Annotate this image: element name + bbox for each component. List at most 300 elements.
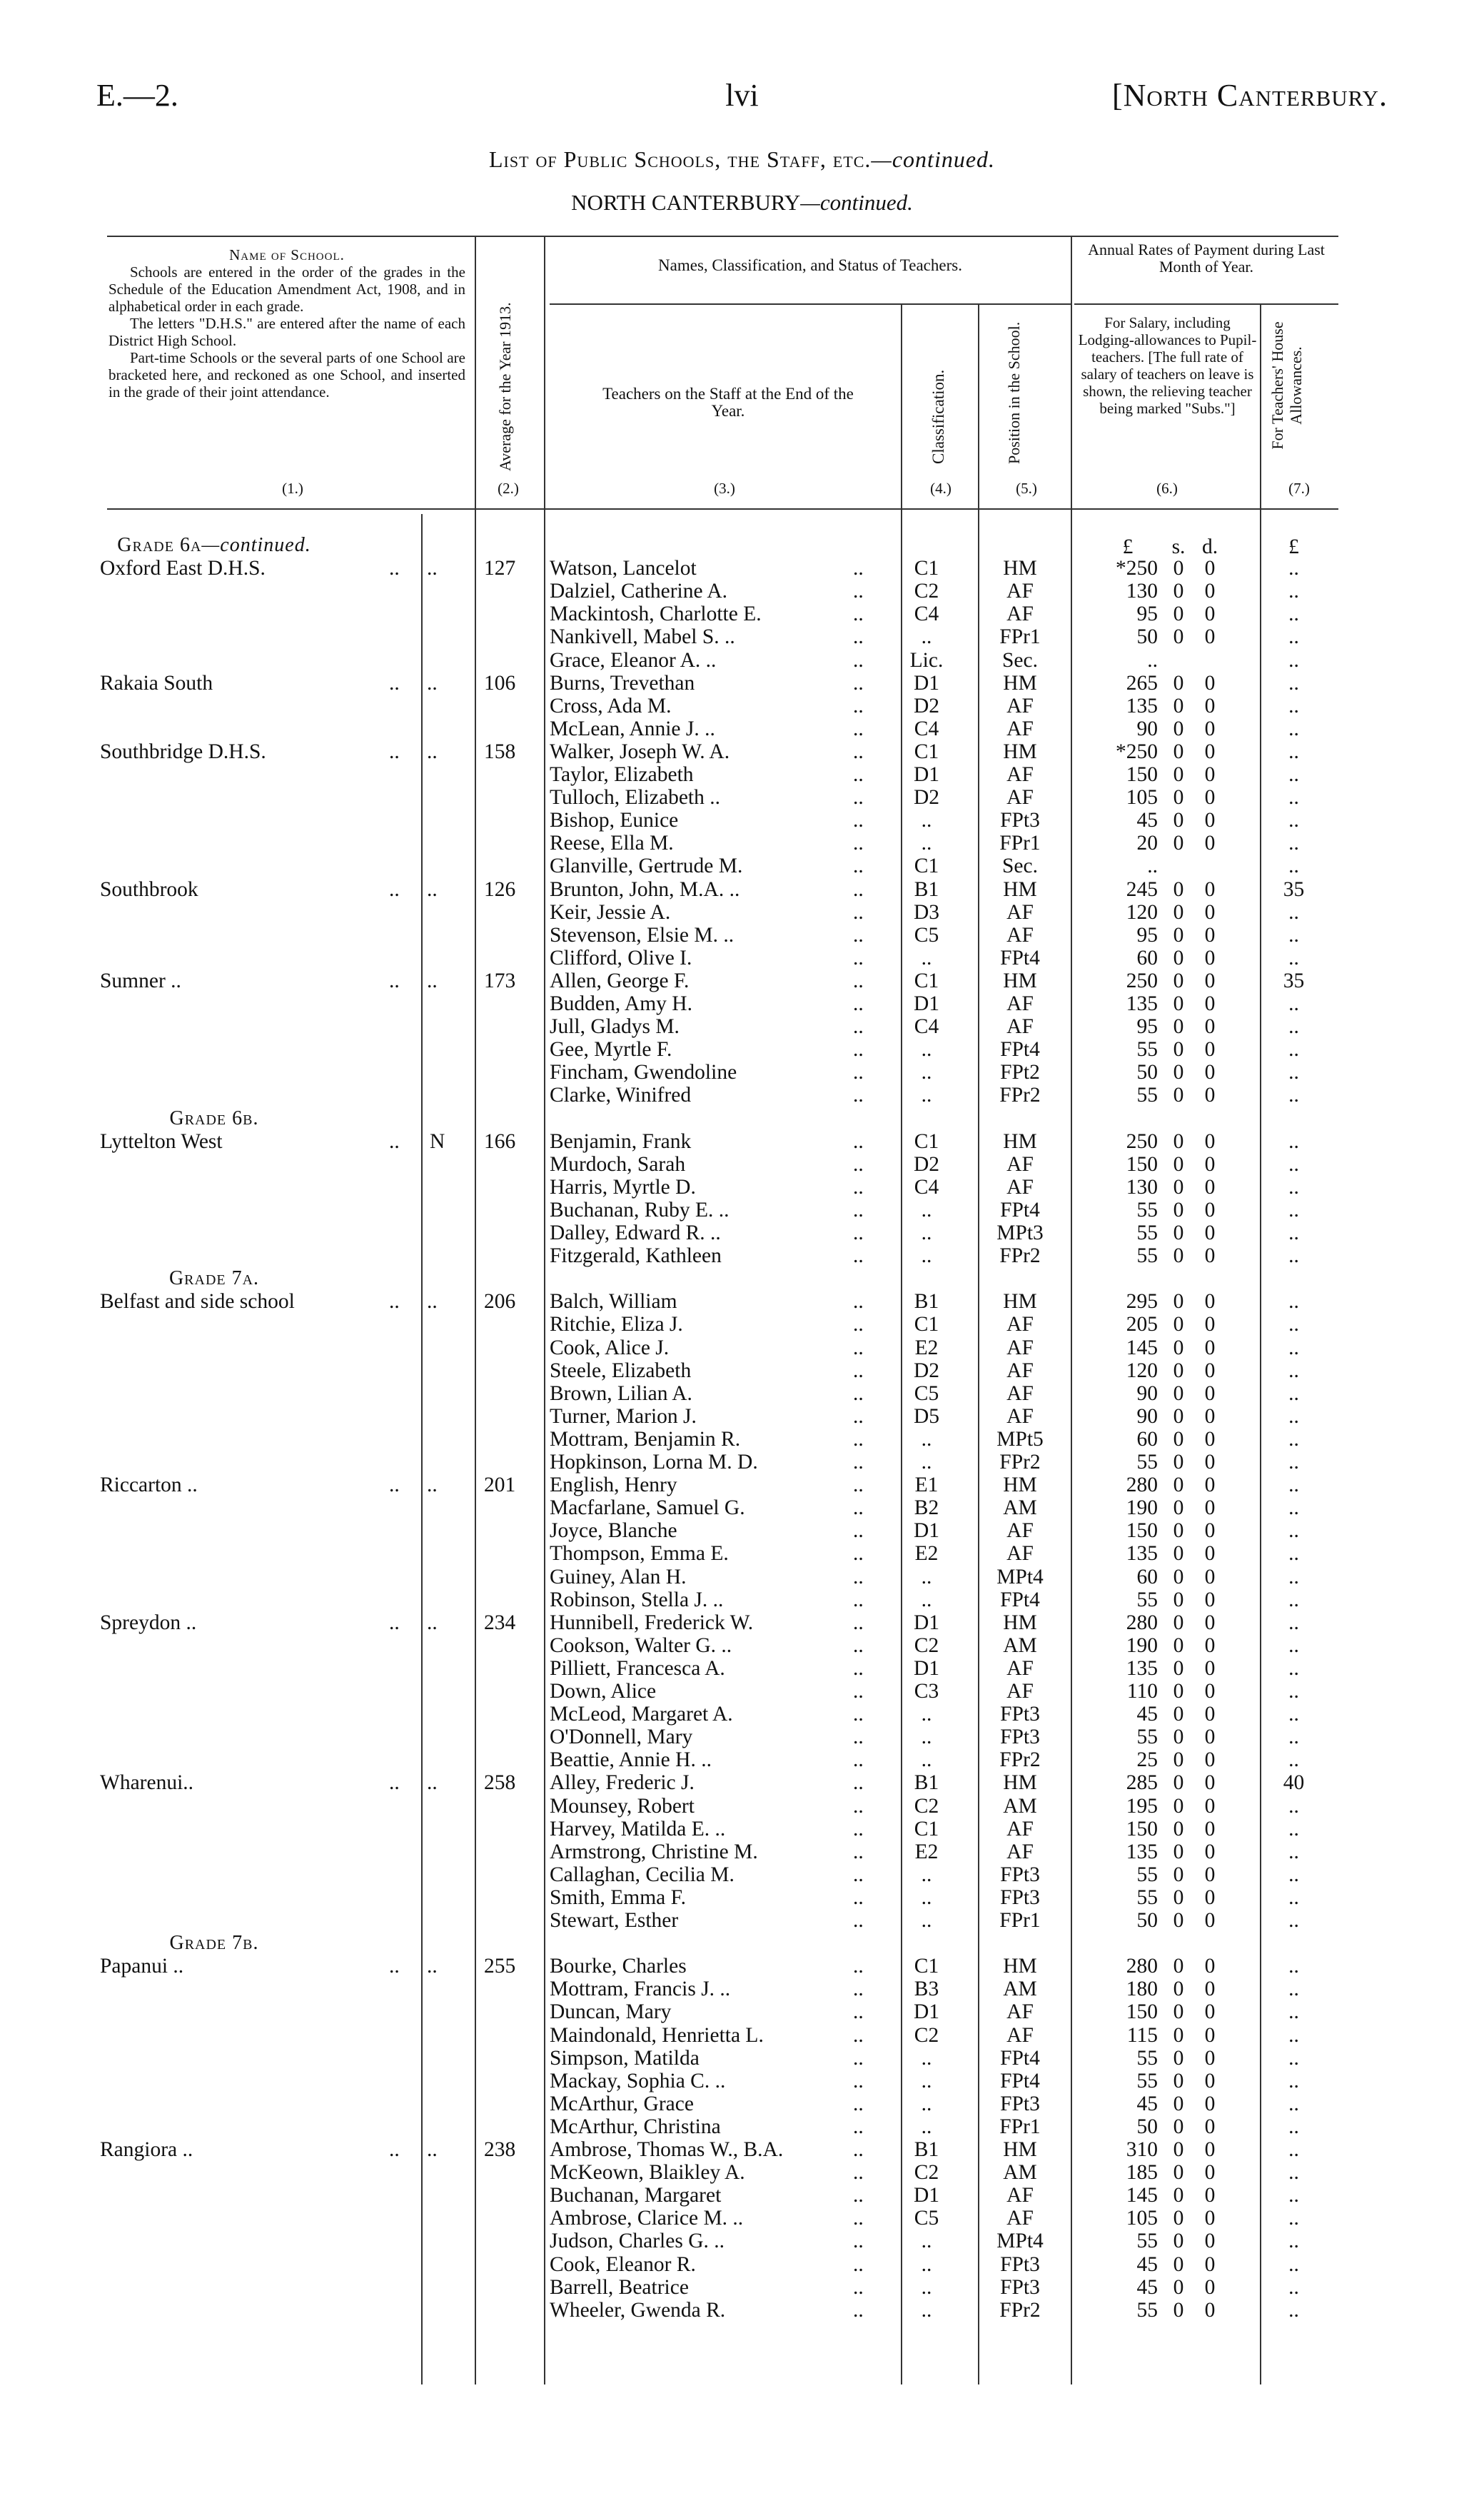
salary-pounds: .. <box>1147 649 1158 672</box>
salary-shillings: 0 <box>1173 992 1184 1015</box>
house-allowance: .. <box>1288 992 1299 1015</box>
salary-pence: 0 <box>1204 1680 1216 1703</box>
leader-dots: .. <box>389 970 400 992</box>
leader-dots: .. <box>853 1496 864 1519</box>
n-marker: N <box>430 1130 445 1153</box>
table-row <box>0 2115 1484 2138</box>
position: HM <box>1003 672 1037 695</box>
salary-shillings: 0 <box>1173 2115 1184 2138</box>
salary-pence: 0 <box>1204 1176 1216 1199</box>
house-allowance: .. <box>1288 1748 1299 1771</box>
classification: D5 <box>913 1405 940 1428</box>
school-name: Southbrook <box>100 878 198 901</box>
leader-dots: .. <box>853 901 864 924</box>
classification: C1 <box>914 1130 939 1153</box>
classification: .. <box>921 2093 932 2115</box>
pound-header: £ <box>1122 535 1134 558</box>
table-row <box>0 1863 1484 1886</box>
region-heading: [North Canterbury. <box>1111 78 1388 113</box>
grade-heading <box>0 1267 428 1290</box>
school-name: Lyttelton West <box>100 1130 223 1153</box>
average-attendance: 127 <box>484 557 516 580</box>
average-attendance: 106 <box>484 672 516 695</box>
salary-pence: 0 <box>1204 992 1216 1015</box>
table-row <box>0 1611 1484 1634</box>
house-allowance: .. <box>1288 1519 1299 1542</box>
teacher-name: Clarke, Winifred <box>550 1084 692 1107</box>
teacher-name: Cross, Ada M. <box>550 695 672 717</box>
leader-dots: .. <box>853 1176 864 1199</box>
leader-dots: .. <box>853 2276 864 2299</box>
classification: E2 <box>914 1336 939 1359</box>
salary-shillings: 0 <box>1173 2138 1184 2161</box>
salary-shillings: 0 <box>1173 740 1184 763</box>
table-row <box>0 763 1484 786</box>
position: AF <box>1006 924 1034 947</box>
salary-pence: 0 <box>1204 1588 1216 1611</box>
col5-number: (5.) <box>1016 480 1037 497</box>
salary-pounds: 90 <box>1136 1405 1158 1428</box>
col4-header: Classification. <box>929 369 947 464</box>
house-allowance: .. <box>1288 1909 1299 1932</box>
position: HM <box>1003 970 1037 992</box>
table-row <box>0 1978 1484 2000</box>
table-row <box>0 2024 1484 2047</box>
salary-pence: 0 <box>1204 1886 1216 1909</box>
salary-shillings: 0 <box>1173 970 1184 992</box>
salary-shillings: 0 <box>1173 1542 1184 1565</box>
leader-dots: .. <box>853 1542 864 1565</box>
table-row <box>0 1084 1484 1107</box>
leader-dots: .. <box>853 1084 864 1107</box>
house-allowance: .. <box>1288 1886 1299 1909</box>
salary-shillings: 0 <box>1173 786 1184 809</box>
salary-pounds: 50 <box>1136 1909 1158 1932</box>
teacher-name: Murdoch, Sarah <box>550 1153 686 1176</box>
table-row <box>0 1519 1484 1542</box>
table-row <box>0 2047 1484 2070</box>
teacher-name: Clifford, Olive I. <box>550 947 692 970</box>
salary-pence: 0 <box>1204 1955 1216 1978</box>
salary-pence: 0 <box>1204 1336 1216 1359</box>
position: HM <box>1003 740 1037 763</box>
shilling-header: s. <box>1171 535 1186 558</box>
salary-pence: 0 <box>1204 1382 1216 1405</box>
leader-dots: .. <box>853 1680 864 1703</box>
leader-dots: .. <box>853 1336 864 1359</box>
table-row <box>0 1451 1484 1474</box>
classification: C5 <box>914 1382 939 1405</box>
salary-shillings: 0 <box>1173 625 1184 648</box>
table-row <box>0 1244 1484 1267</box>
classification: .. <box>921 1199 932 1222</box>
teacher-name: Ambrose, Clarice M. .. <box>550 2207 744 2230</box>
table-row <box>0 1359 1484 1382</box>
table-row <box>0 1313 1484 1336</box>
leader-dots: .. <box>389 740 400 763</box>
salary-pounds: 245 <box>1126 878 1158 901</box>
classification: E2 <box>914 1840 939 1863</box>
position: FPt2 <box>1000 1061 1040 1084</box>
teacher-name: McLeod, Margaret A. <box>550 1703 733 1726</box>
col7-header: For Teachers' House Allowances. <box>1268 321 1305 450</box>
salary-pounds: 55 <box>1136 1038 1158 1061</box>
salary-pounds: 280 <box>1126 1474 1158 1496</box>
salary-pence: 0 <box>1204 1703 1216 1726</box>
salary-pounds: 310 <box>1126 2138 1158 2161</box>
teacher-name: Dalley, Edward R. .. <box>550 1222 721 1244</box>
salary-pounds: 145 <box>1126 2184 1158 2207</box>
salary-pence: 0 <box>1204 809 1216 832</box>
table-row <box>0 1955 1484 1978</box>
salary-pence: 0 <box>1204 970 1216 992</box>
classification: D1 <box>913 1611 940 1634</box>
pence-header: d. <box>1201 535 1218 558</box>
teacher-name: Gee, Myrtle F. <box>550 1038 672 1061</box>
leader-dots: .. <box>853 625 864 648</box>
salary-pounds: 60 <box>1136 1428 1158 1451</box>
salary-pounds: 130 <box>1126 580 1158 603</box>
table-row <box>0 1588 1484 1611</box>
leader-dots: .. <box>853 1519 864 1542</box>
house-allowance: .. <box>1288 1978 1299 2000</box>
position: AF <box>1006 1657 1034 1680</box>
position: FPt3 <box>1000 2093 1040 2115</box>
salary-pounds: 45 <box>1136 2093 1158 2115</box>
salary-pence: 0 <box>1204 1153 1216 1176</box>
salary-shillings: 0 <box>1173 947 1184 970</box>
leader-dots: .. <box>853 2024 864 2047</box>
teacher-name: Mottram, Francis J. .. <box>550 1978 731 2000</box>
leader-dots: .. <box>853 947 864 970</box>
salary-shillings: 0 <box>1173 2276 1184 2299</box>
position: MPt4 <box>996 2230 1044 2252</box>
salary-shillings: 0 <box>1173 1336 1184 1359</box>
classification: .. <box>921 1244 932 1267</box>
leader-dots: .. <box>853 1222 864 1244</box>
teacher-name: Thompson, Emma E. <box>550 1542 729 1565</box>
salary-pounds: 50 <box>1136 2115 1158 2138</box>
house-allowance: 40 <box>1283 1771 1305 1794</box>
position: FPr2 <box>999 1451 1041 1474</box>
leader-dots: .. <box>427 1611 438 1634</box>
leader-dots: .. <box>853 557 864 580</box>
table-row <box>0 603 1484 625</box>
school-name: Spreydon .. <box>100 1611 197 1634</box>
house-allowance: .. <box>1288 1542 1299 1565</box>
classification: .. <box>921 2299 932 2322</box>
leader-dots: .. <box>853 970 864 992</box>
salary-pence: 0 <box>1204 1634 1216 1657</box>
salary-shillings: 0 <box>1173 901 1184 924</box>
classification: D1 <box>913 1519 940 1542</box>
salary-shillings: 0 <box>1173 1771 1184 1794</box>
position: FPr2 <box>999 1084 1041 1107</box>
classification: .. <box>921 947 932 970</box>
position: FPt3 <box>1000 809 1040 832</box>
table-row <box>0 1886 1484 1909</box>
school-name: Rakaia South <box>100 672 213 695</box>
leader-dots: .. <box>389 2138 400 2161</box>
house-allowance: .. <box>1288 1313 1299 1336</box>
leader-dots: .. <box>853 1726 864 1748</box>
teacher-name: McArthur, Christina <box>550 2115 721 2138</box>
teacher-name: Brunton, John, M.A. .. <box>550 878 740 901</box>
house-allowance: .. <box>1288 809 1299 832</box>
teacher-name: Maindonald, Henrietta L. <box>550 2024 764 2047</box>
table-row <box>0 649 1484 672</box>
salary-pence: 0 <box>1204 1474 1216 1496</box>
teacher-name: English, Henry <box>550 1474 677 1496</box>
leader-dots: .. <box>853 1313 864 1336</box>
classification: D1 <box>913 2184 940 2207</box>
classification: C1 <box>914 1313 939 1336</box>
house-allowance: .. <box>1288 1657 1299 1680</box>
classification: .. <box>921 1222 932 1244</box>
classification: .. <box>921 1909 932 1932</box>
position: AF <box>1006 1313 1034 1336</box>
leader-dots: .. <box>853 1428 864 1451</box>
table-row <box>0 1840 1484 1863</box>
leader-dots: .. <box>853 878 864 901</box>
position: AF <box>1006 786 1034 809</box>
classification: C1 <box>914 855 939 877</box>
table-row <box>0 1566 1484 1588</box>
average-attendance: 158 <box>484 740 516 763</box>
house-allowance: .. <box>1288 1863 1299 1886</box>
salary-pounds: 280 <box>1126 1611 1158 1634</box>
salary-pence: 0 <box>1204 901 1216 924</box>
leader-dots: .. <box>853 1795 864 1818</box>
house-allowance: .. <box>1288 1588 1299 1611</box>
leader-dots: .. <box>389 1474 400 1496</box>
classification: B2 <box>914 1496 939 1519</box>
position: AF <box>1006 2207 1034 2230</box>
leader-dots: .. <box>853 740 864 763</box>
salary-shillings: 0 <box>1173 2047 1184 2070</box>
leader-dots: .. <box>853 1405 864 1428</box>
position: FPt4 <box>1000 947 1040 970</box>
position: Sec. <box>1002 855 1038 877</box>
leader-dots: .. <box>389 1955 400 1978</box>
salary-shillings: 0 <box>1173 1382 1184 1405</box>
table-row <box>0 1703 1484 1726</box>
teacher-name: Macfarlane, Samuel G. <box>550 1496 745 1519</box>
table-row <box>0 809 1484 832</box>
table-row <box>0 1222 1484 1244</box>
position: FPr1 <box>999 832 1041 855</box>
table-row <box>0 557 1484 580</box>
salary-pence: 0 <box>1204 2047 1216 2070</box>
table-row <box>0 2093 1484 2115</box>
leader-dots: .. <box>853 1657 864 1680</box>
table-row <box>0 2253 1484 2276</box>
teacher-name: Ambrose, Thomas W., B.A. <box>550 2138 784 2161</box>
salary-pence: 0 <box>1204 1726 1216 1748</box>
house-allowance: .. <box>1288 603 1299 625</box>
classification: .. <box>921 1886 932 1909</box>
salary-shillings: 0 <box>1173 672 1184 695</box>
salary-pounds: 190 <box>1126 1634 1158 1657</box>
page-title: List of Public Schools, the Staff, etc.—continued. <box>488 146 996 172</box>
col3-number: (3.) <box>714 480 735 497</box>
salary-shillings: 0 <box>1173 1496 1184 1519</box>
salary-pounds: 90 <box>1136 717 1158 740</box>
position: AM <box>1003 1978 1037 2000</box>
salary-shillings: 0 <box>1173 1359 1184 1382</box>
leader-dots: .. <box>853 1771 864 1794</box>
salary-shillings: 0 <box>1173 603 1184 625</box>
salary-pence: 0 <box>1204 763 1216 786</box>
leader-dots: .. <box>853 2093 864 2115</box>
salary-pence: 0 <box>1204 1566 1216 1588</box>
leader-dots: .. <box>389 1290 400 1313</box>
teacher-name: Stewart, Esther <box>550 1909 679 1932</box>
salary-pounds: *250 <box>1116 557 1158 580</box>
teacher-name: Nankivell, Mabel S. .. <box>550 625 735 648</box>
salary-pounds: 55 <box>1136 1886 1158 1909</box>
house-allowance: .. <box>1288 1634 1299 1657</box>
position: AF <box>1006 695 1034 717</box>
table-row <box>0 1336 1484 1359</box>
table-row <box>0 1130 1484 1153</box>
salary-pounds: 45 <box>1136 1703 1158 1726</box>
teacher-name: McKeown, Blaikley A. <box>550 2161 745 2184</box>
house-allowance: .. <box>1288 2070 1299 2093</box>
teacher-name: Balch, William <box>550 1290 677 1313</box>
leader-dots: .. <box>853 1886 864 1909</box>
leader-dots: .. <box>427 2138 438 2161</box>
teacher-name: Down, Alice <box>550 1680 657 1703</box>
house-allowance: .. <box>1288 2093 1299 2115</box>
grade-heading-text: Grade 7b. <box>169 1932 259 1954</box>
position: MPt3 <box>996 1222 1044 1244</box>
house-allowance: .. <box>1288 2115 1299 2138</box>
leader-dots: .. <box>853 1290 864 1313</box>
salary-shillings: 0 <box>1173 580 1184 603</box>
position: HM <box>1003 878 1037 901</box>
teacher-name: Mottram, Benjamin R. <box>550 1428 741 1451</box>
position: AF <box>1006 763 1034 786</box>
salary-shillings: 0 <box>1173 763 1184 786</box>
leader-dots: .. <box>853 1359 864 1382</box>
leader-dots: .. <box>853 649 864 672</box>
classification: C1 <box>914 1818 939 1840</box>
salary-pounds: 180 <box>1126 1978 1158 2000</box>
house-allowance: .. <box>1288 1496 1299 1519</box>
table-row <box>0 580 1484 603</box>
position: AF <box>1006 901 1034 924</box>
teacher-name: Simpson, Matilda <box>550 2047 700 2070</box>
salary-shillings: 0 <box>1173 1588 1184 1611</box>
position: AF <box>1006 1153 1034 1176</box>
table-row <box>0 2070 1484 2093</box>
house-allowance: .. <box>1288 1130 1299 1153</box>
school-name: Belfast and side school <box>100 1290 295 1313</box>
leader-dots: .. <box>853 2115 864 2138</box>
teacher-name: Judson, Charles G. .. <box>550 2230 725 2252</box>
salary-pounds: 205 <box>1126 1313 1158 1336</box>
house-allowance: .. <box>1288 1382 1299 1405</box>
table-row <box>0 1771 1484 1794</box>
classification: C1 <box>914 740 939 763</box>
average-attendance: 173 <box>484 970 516 992</box>
salary-shillings: 0 <box>1173 2161 1184 2184</box>
classification: .. <box>921 625 932 648</box>
table-row <box>0 2138 1484 2161</box>
position: FPr2 <box>999 2299 1041 2322</box>
classification: C4 <box>914 717 939 740</box>
position: AF <box>1006 1542 1034 1565</box>
salary-pounds: 105 <box>1126 2207 1158 2230</box>
house-allowance: .. <box>1288 2000 1299 2023</box>
salary-pounds: 135 <box>1126 1542 1158 1565</box>
position: FPt4 <box>1000 2047 1040 2070</box>
teacher-name: Cook, Alice J. <box>550 1336 670 1359</box>
leader-dots: .. <box>389 878 400 901</box>
leader-dots: .. <box>853 1130 864 1153</box>
position: FPt4 <box>1000 1199 1040 1222</box>
salary-shillings: 0 <box>1173 1061 1184 1084</box>
table-row <box>0 2184 1484 2207</box>
house-allowance: .. <box>1288 2184 1299 2207</box>
house-allowance: .. <box>1288 740 1299 763</box>
table-row <box>0 1153 1484 1176</box>
house-allowance: .. <box>1288 1359 1299 1382</box>
classification: C4 <box>914 1015 939 1038</box>
house-allowance: .. <box>1288 786 1299 809</box>
salary-shillings: 0 <box>1173 1428 1184 1451</box>
salary-pounds: 265 <box>1126 672 1158 695</box>
col1-note-1: Schools are entered in the order of the grades in the Schedule of the Education Amendment Act, 1908, and in alphabetical order in each grade. <box>108 263 465 315</box>
leader-dots: .. <box>427 557 438 580</box>
salary-shillings: 0 <box>1173 1886 1184 1909</box>
grade-heading <box>0 1107 428 1130</box>
leader-dots: .. <box>853 2230 864 2252</box>
classification: C2 <box>914 580 939 603</box>
classification: C2 <box>914 2024 939 2047</box>
classification: C3 <box>914 1680 939 1703</box>
salary-shillings: 0 <box>1173 1611 1184 1634</box>
grade-heading-text: Grade 6b. <box>169 1107 259 1129</box>
leader-dots: .. <box>389 1130 400 1153</box>
house-allowance: .. <box>1288 1153 1299 1176</box>
classification: .. <box>921 2047 932 2070</box>
classification: .. <box>921 1061 932 1084</box>
salary-pounds: 45 <box>1136 809 1158 832</box>
teacher-name: O'Donnell, Mary <box>550 1726 693 1748</box>
classification: C2 <box>914 1795 939 1818</box>
teacher-name: Beattie, Annie H. .. <box>550 1748 712 1771</box>
position: FPr1 <box>999 625 1041 648</box>
salary-shillings: 0 <box>1173 832 1184 855</box>
house-allowance: .. <box>1288 1336 1299 1359</box>
teacher-name: Bishop, Eunice <box>550 809 679 832</box>
position: AF <box>1006 2184 1034 2207</box>
table-row <box>0 1726 1484 1748</box>
house-allowance: .. <box>1288 855 1299 877</box>
salary-pounds: 55 <box>1136 1222 1158 1244</box>
salary-pounds: 285 <box>1126 1771 1158 1794</box>
classification: C2 <box>914 1634 939 1657</box>
house-allowance: .. <box>1288 1840 1299 1863</box>
position: Sec. <box>1002 649 1038 672</box>
house-allowance: .. <box>1288 2230 1299 2252</box>
leader-dots: .. <box>853 2207 864 2230</box>
table-row <box>0 1199 1484 1222</box>
salary-shillings: 0 <box>1173 1703 1184 1726</box>
page-number: lvi <box>725 78 759 113</box>
